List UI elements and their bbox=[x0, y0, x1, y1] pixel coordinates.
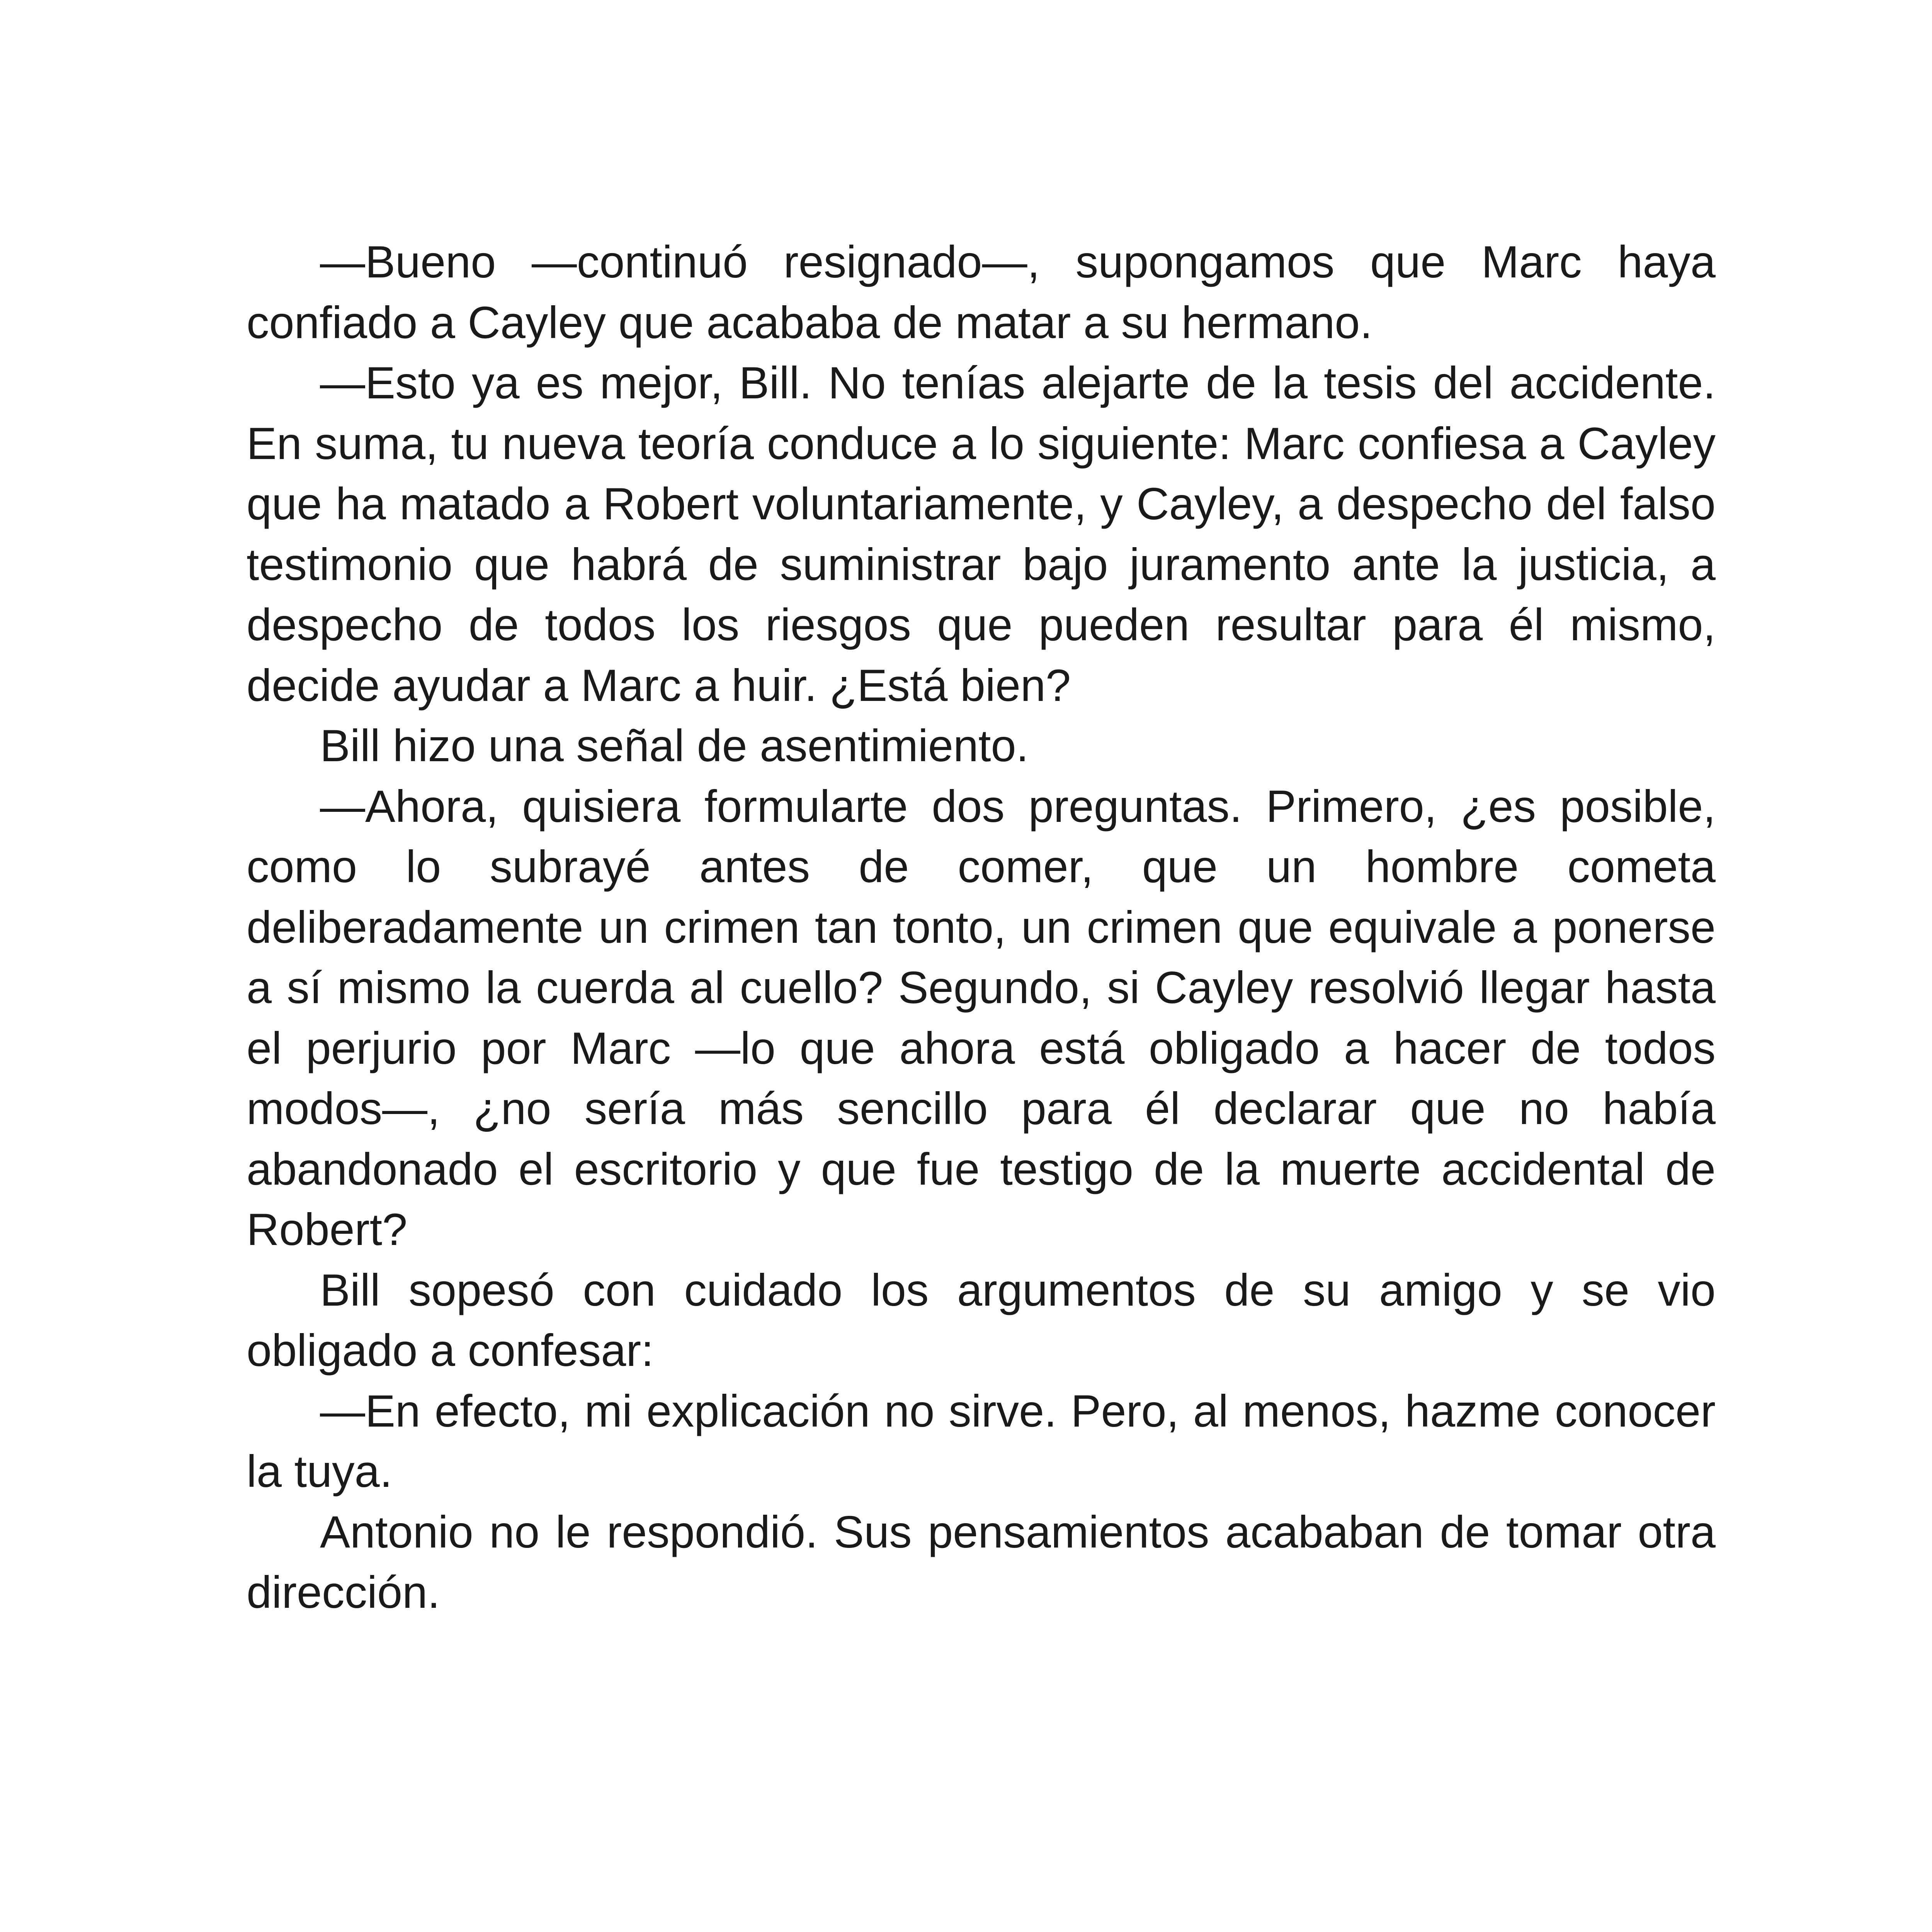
paragraph-6: —En efecto, mi explicación no sirve. Pero, al menos, hazme conocer la tuya. bbox=[247, 1385, 1716, 1497]
paragraph-3: Bill hizo una señal de asentimiento. bbox=[320, 720, 1029, 771]
paragraph-1: —Bueno —continuó resignado—, supongamos que Marc haya confiado a Cayley que acababa de matar a su hermano. bbox=[247, 236, 1716, 348]
paragraph-4: —Ahora, quisiera formularte dos preguntas. Primero, ¿es posible, como lo subrayé antes de comer, que un hombre cometa deliberadamente un crimen tan tonto, un crimen que equivale a ponerse a sí mismo la cuerda al cuello? Segundo, si Cayley resolvió llegar hasta el perjurio por Marc —lo que ahora está obligado a hacer de todos modos—, ¿no sería más sencillo para él declarar que no había abandonado el escritorio y que fue testigo de la muerte accidental de Robert? bbox=[247, 781, 1716, 1255]
paragraph-7: Antonio no le respondió. Sus pensamientos acababan de tomar otra dirección. bbox=[247, 1506, 1716, 1617]
body-text bbox=[247, 232, 1716, 1623]
paragraph-5: Bill sopesó con cuidado los argumentos de su amigo y se vio obligado a confesar: bbox=[247, 1264, 1716, 1376]
paragraph-2: —Esto ya es mejor, Bill. No tenías alejarte de la tesis del accidente. En suma, tu nueva teoría conduce a lo siguiente: Marc confiesa a Cayley que ha matado a Robert voluntariamente, y Cayley, a despecho del falso testimonio que habrá de suministrar bajo juramento ante la justicia, a despecho de todos los riesgos que pueden resultar para él mismo, decide ayudar a Marc a huir. ¿Está bien? bbox=[247, 357, 1716, 711]
